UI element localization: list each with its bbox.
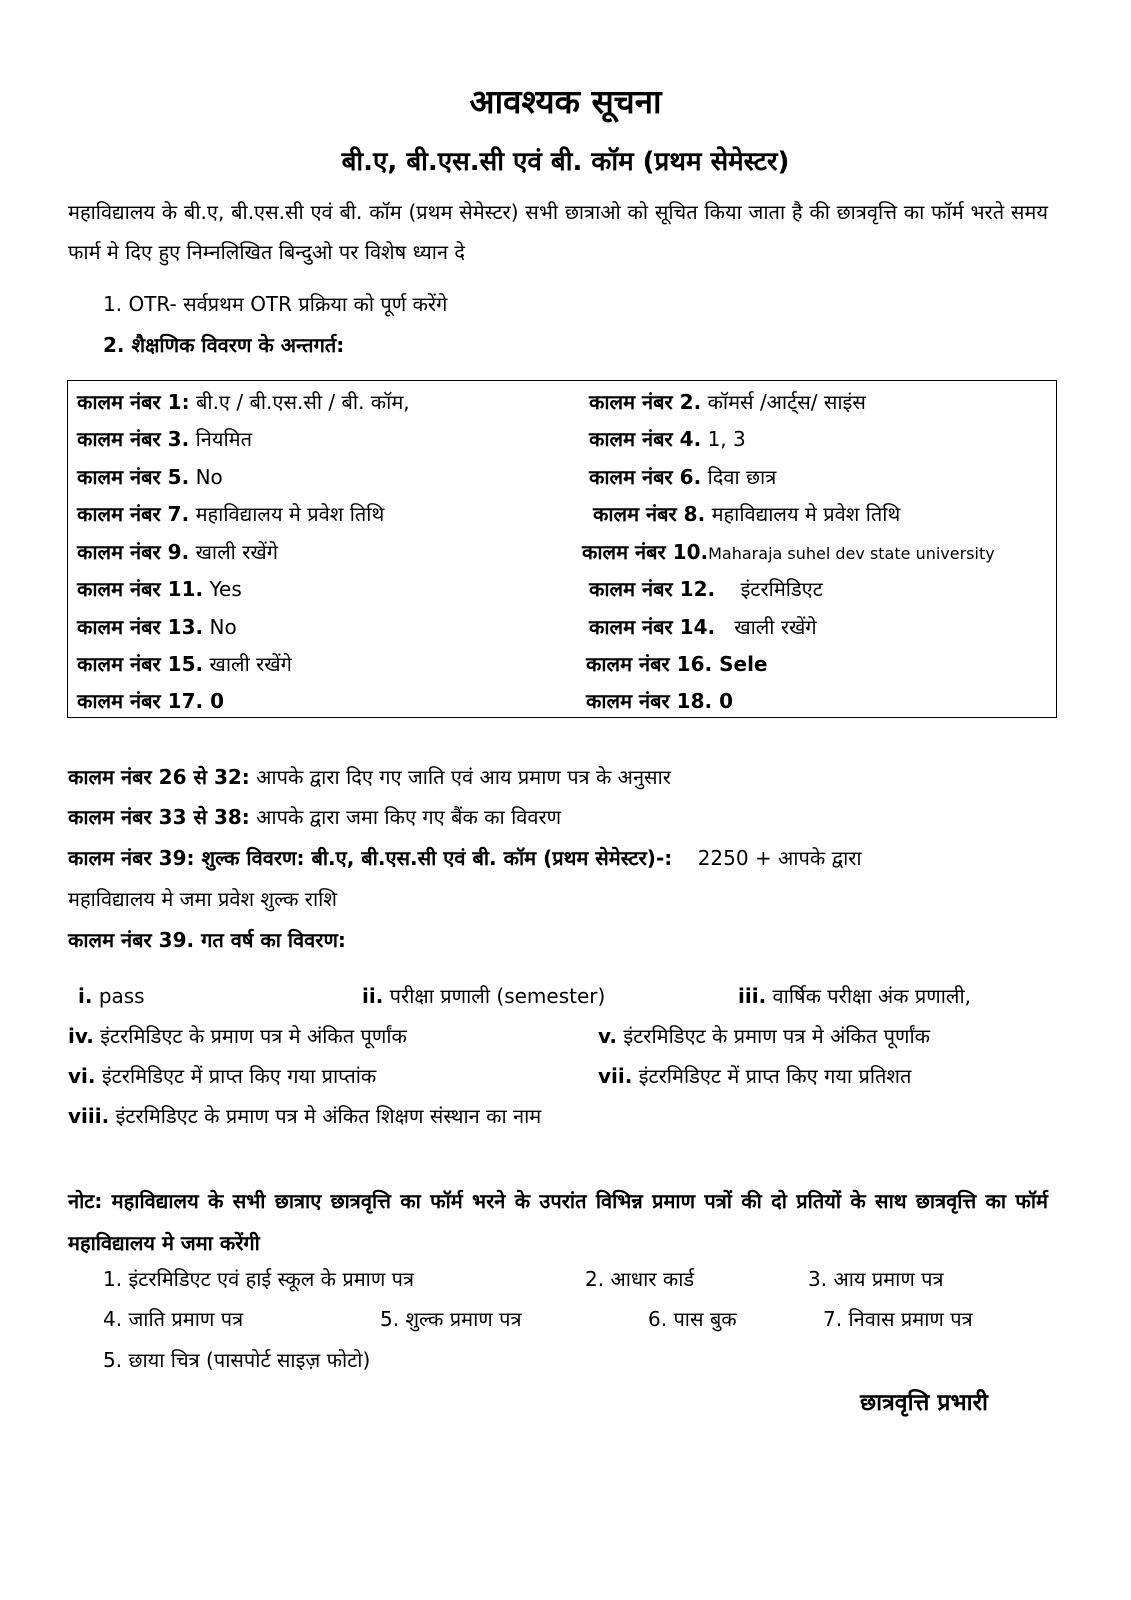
table-cell (589, 462, 776, 492)
column-value: No (195, 465, 223, 489)
note-paragraph: नोट: महाविद्यालय के सभी छात्राए छात्रवृत्ति का फॉर्म भरने के उपरांत विभिन्न प्रमाण पत्रों की दो प्रतियों के साथ छात्रवृत्ति का फॉर्म महाविद्यालय मे जमा करेंगी (68, 1189, 1048, 1255)
prev-year-item (598, 1061, 911, 1091)
document-item: 7. निवास प्रमाण पत्र (823, 1307, 973, 1331)
prev-year-item (738, 981, 971, 1011)
column-key: कालम नंबर 5. (77, 465, 190, 489)
table-cell (589, 424, 746, 454)
column-value: Yes (209, 577, 242, 601)
table-cell (77, 537, 278, 567)
column-key: कालम नंबर 8. (593, 502, 706, 526)
table-cell (582, 537, 995, 569)
document-item: 5. शुल्क प्रमाण पत्र (380, 1307, 522, 1331)
page-subtitle: बी.ए, बी.एस.सी एवं बी. कॉम (प्रथम सेमेस्टर) (341, 147, 790, 177)
document-item: 3. आय प्रमाण पत्र (808, 1267, 944, 1291)
item-number: ii. (362, 984, 384, 1008)
column-key: कालम नंबर 18. (586, 689, 713, 713)
column-key: कालम नंबर 15. (77, 652, 204, 676)
column-key: कालम नंबर 6. (589, 465, 702, 489)
item-text: इंटरमिडिएट के प्रमाण पत्र मे अंकित पूर्णांक (100, 1024, 407, 1048)
item-text: इंटरमिडिएट में प्राप्त किए गया प्राप्तांक (101, 1064, 377, 1088)
line-key: कालम नंबर 33 से 38: (68, 805, 250, 829)
prev-year-item (598, 1021, 930, 1051)
item-number: vii. (598, 1064, 633, 1088)
column-key: कालम नंबर 3. (77, 427, 190, 451)
column-value: Maharaja suhel dev state university (708, 544, 995, 563)
column-33-38-line (68, 802, 561, 832)
item-number: iv. (68, 1024, 94, 1048)
column-value: खाली रखेंगे (209, 652, 292, 676)
column-value: बी.ए / बी.एस.सी / बी. कॉम, (195, 390, 410, 414)
document-item: 5. छाया चित्र (पासपोर्ट साइज़ फोटो) (103, 1348, 371, 1372)
column-value: महाविद्यालय मे प्रवेश तिथि (711, 502, 901, 526)
item-number: iii. (738, 984, 767, 1008)
column-key: कालम नंबर 13. (77, 615, 204, 639)
intro-paragraph: महाविद्यालय के बी.ए, बी.एस.सी एवं बी. कॉम (प्रथम सेमेस्टर) सभी छात्राओ को सूचित किया जाता है की छात्रवृत्ति का फॉर्म भरते समय फार्म मे दिए हुए निम्नलिखित बिन्दुओ पर विशेष ध्यान दे (68, 200, 1048, 264)
column-value: दिवा छात्र (707, 465, 777, 489)
item-text: इंटरमिडिएट में प्राप्त किए गया प्रतिशत (638, 1064, 912, 1088)
column-value: नियमित (195, 427, 252, 451)
point-text: OTR- सर्वप्रथम OTR प्रक्रिया को पूर्ण करेंगे (128, 292, 448, 316)
line-value: आपके द्वारा जमा किए गए बैंक का विवरण (256, 805, 562, 829)
item-text: pass (98, 984, 145, 1008)
table-cell (77, 649, 292, 679)
line-key: कालम नंबर 26 से 32: (68, 765, 250, 789)
table-cell (593, 499, 900, 529)
point-number: 2. (103, 333, 125, 357)
document-item: 2. आधार कार्ड (585, 1267, 695, 1291)
line-key: कालम नंबर 39. गत वर्ष का विवरण: (68, 928, 346, 952)
column-key: कालम नंबर 4. (589, 427, 702, 451)
table-cell (77, 387, 410, 417)
column-value: Sele (719, 652, 768, 676)
column-key: कालम नंबर 12. (589, 577, 716, 601)
signature: छात्रवृत्ति प्रभारी (860, 1390, 988, 1416)
table-cell (77, 612, 237, 642)
table-cell (77, 462, 223, 492)
table-cell (77, 424, 252, 454)
column-39-fee-line (68, 843, 862, 873)
column-value: महाविद्यालय मे प्रवेश तिथि (195, 502, 385, 526)
document-item: 6. पास बुक (648, 1307, 737, 1331)
document-item: 4. जाति प्रमाण पत्र (103, 1307, 244, 1331)
column-value: खाली रखेंगे (734, 615, 817, 639)
table-cell (77, 574, 242, 604)
prev-year-item (68, 1061, 376, 1091)
column-key: कालम नंबर 7. (77, 502, 190, 526)
point-academic (103, 330, 344, 360)
column-key: कालम नंबर 17. (77, 689, 204, 713)
line-value: 2250 + आपके द्वारा (697, 846, 862, 870)
column-key: कालम नंबर 2. (589, 390, 702, 414)
table-cell (589, 574, 823, 604)
point-number: 1. (103, 292, 123, 316)
table-cell (586, 686, 733, 716)
item-number: viii. (68, 1104, 110, 1128)
page-title: आवश्यक सूचना (469, 82, 662, 121)
table-cell (586, 649, 767, 679)
column-key: कालम नंबर 10. (582, 540, 709, 564)
columns-table (67, 380, 1057, 718)
item-number: vi. (68, 1064, 96, 1088)
prev-year-item (68, 1101, 541, 1131)
column-26-32-line (68, 762, 671, 792)
item-text: इंटरमिडिएट के प्रमाण पत्र मे अंकित पूर्णांक (623, 1024, 931, 1048)
line-value: महाविद्यालय मे जमा प्रवेश शुल्क राशि (68, 887, 337, 911)
column-key: कालम नंबर 1: (77, 390, 190, 414)
point-text: शैक्षणिक विवरण के अन्तगर्त: (131, 333, 345, 357)
column-key: कालम नंबर 9. (77, 540, 190, 564)
prev-year-item (68, 1021, 407, 1051)
prev-year-item (362, 981, 605, 1011)
column-value: 1, 3 (707, 427, 746, 451)
document-item: 1. इंटरमिडिएट एवं हाई स्कूल के प्रमाण पत्र (103, 1267, 415, 1291)
line-value: आपके द्वारा दिए गए जाति एवं आय प्रमाण पत्र के अनुसार (256, 765, 671, 789)
column-value: खाली रखेंगे (195, 540, 278, 564)
column-key: कालम नंबर 14. (589, 615, 716, 639)
item-number: v. (598, 1024, 618, 1048)
column-39-fee-continued (68, 884, 337, 914)
point-otr (103, 289, 447, 319)
item-text: वार्षिक परीक्षा अंक प्रणाली, (772, 984, 972, 1008)
item-text: इंटरमिडिएट के प्रमाण पत्र मे अंकित शिक्षण संस्थान का नाम (115, 1104, 542, 1128)
prev-year-item (78, 981, 145, 1011)
column-value: No (209, 615, 237, 639)
table-cell (77, 686, 224, 716)
column-key: कालम नंबर 11. (77, 577, 204, 601)
column-value: 0 (210, 689, 225, 713)
column-value: 0 (719, 689, 734, 713)
column-39-prev-year-line (68, 925, 346, 955)
table-cell (589, 387, 866, 417)
column-value: कॉमर्स /आर्ट्स/ साइंस (707, 390, 866, 414)
item-number: i. (78, 984, 93, 1008)
line-key: कालम नंबर 39: शुल्क विवरण: बी.ए, बी.एस.सी एवं बी. कॉम (प्रथम सेमेस्टर)-: (68, 846, 673, 870)
table-cell (77, 499, 384, 529)
table-cell (589, 612, 817, 642)
column-value: इंटरमिडिएट (740, 577, 823, 601)
column-key: कालम नंबर 16. (586, 652, 713, 676)
item-text: परीक्षा प्रणाली (semester) (389, 984, 606, 1008)
